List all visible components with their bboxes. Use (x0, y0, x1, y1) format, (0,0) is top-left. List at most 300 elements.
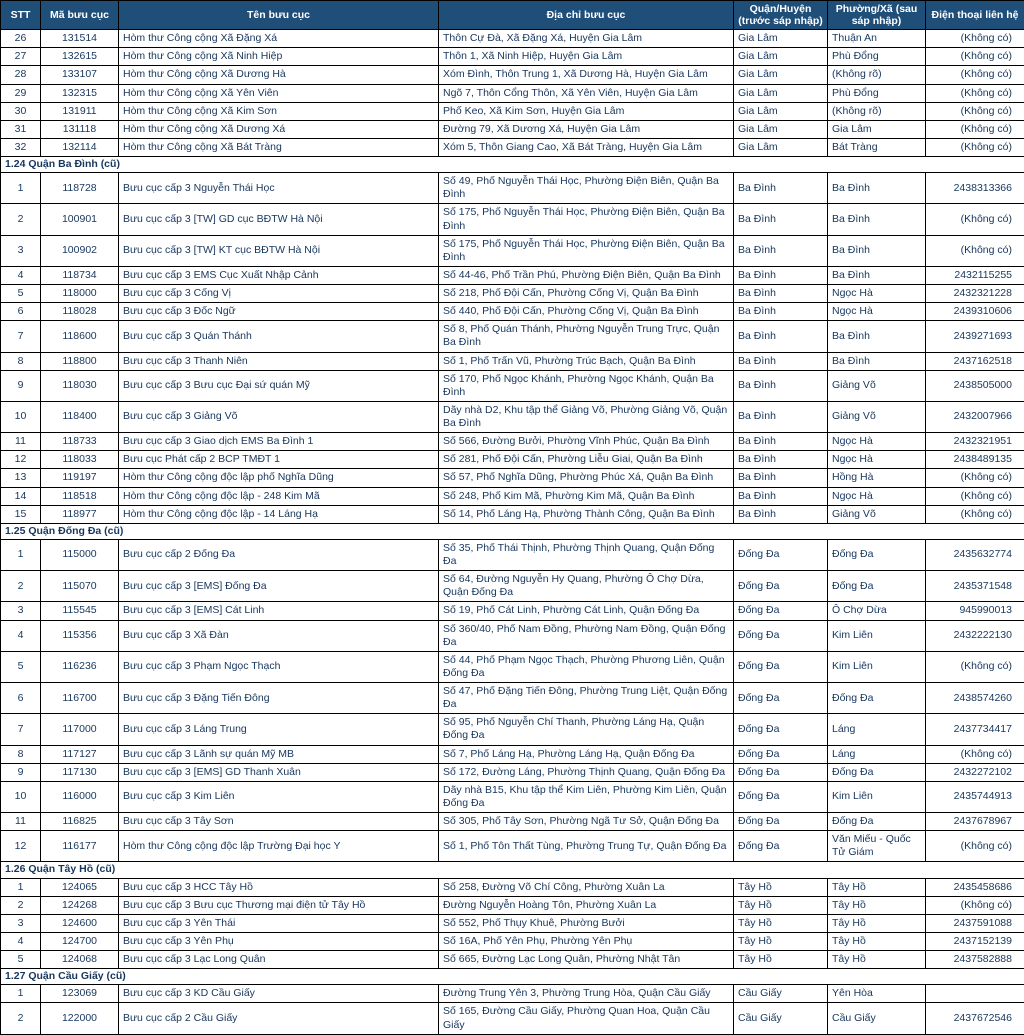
cell-district: Ba Đình (734, 204, 828, 235)
cell-phone: 2438313366 (926, 173, 1024, 204)
cell-phone: 945990013 (926, 602, 1024, 620)
cell-code: 115356 (41, 620, 119, 651)
cell-code: 117127 (41, 745, 119, 763)
cell-ward: Ba Đình (828, 173, 926, 204)
cell-district: Tây Hồ (734, 896, 828, 914)
cell-ward: Tây Hồ (828, 896, 926, 914)
cell-address: Đường Trung Yên 3, Phường Trung Hòa, Quận Cầu Giấy (439, 985, 734, 1003)
cell-stt: 11 (1, 813, 41, 831)
cell-name: Hòm thư Công cộng độc lập phố Nghĩa Dũng (119, 469, 439, 487)
cell-stt: 6 (1, 303, 41, 321)
cell-address: Số 248, Phố Kim Mã, Phường Kim Mã, Quận Ba Đình (439, 487, 734, 505)
cell-phone: (Không có) (926, 48, 1024, 66)
cell-district: Ba Đình (734, 303, 828, 321)
cell-ward: Giảng Võ (828, 401, 926, 432)
cell-ward: (Không rõ) (828, 66, 926, 84)
cell-ward: Ngọc Hà (828, 303, 926, 321)
cell-ward: Tây Hồ (828, 878, 926, 896)
table-row (1, 571, 1024, 602)
cell-code: 118977 (41, 505, 119, 523)
cell-code: 118800 (41, 352, 119, 370)
table-row (1, 831, 1024, 862)
cell-code: 124068 (41, 951, 119, 969)
cell-address: Thôn 1, Xã Ninh Hiệp, Huyện Gia Lâm (439, 48, 734, 66)
cell-code: 122000 (41, 1003, 119, 1034)
cell-ward: Hồng Hà (828, 469, 926, 487)
column-header-phone: Điện thoại liên hệ (926, 1, 1024, 30)
cell-name: Bưu cục Phát cấp 2 BCP TMĐT 1 (119, 451, 439, 469)
table-row (1, 285, 1024, 303)
cell-stt: 7 (1, 321, 41, 352)
cell-name: Bưu cục cấp 3 Xã Đàn (119, 620, 439, 651)
cell-name: Hòm thư Công cộng Xã Ninh Hiệp (119, 48, 439, 66)
cell-address: Xóm 5, Thôn Giang Cao, Xã Bát Tràng, Huyện Gia Lâm (439, 138, 734, 156)
cell-name: Bưu cục cấp 3 Cống Vị (119, 285, 439, 303)
cell-name: Hòm thư Công cộng Xã Đặng Xá (119, 30, 439, 48)
table-row (1, 469, 1024, 487)
cell-district: Đống Đa (734, 620, 828, 651)
cell-name: Bưu cục cấp 3 [EMS] Đống Đa (119, 571, 439, 602)
table-row (1, 1003, 1024, 1034)
cell-code: 115000 (41, 539, 119, 570)
cell-phone (926, 985, 1024, 1003)
cell-ward: Phù Đổng (828, 84, 926, 102)
cell-stt: 1 (1, 878, 41, 896)
cell-stt: 2 (1, 1003, 41, 1034)
cell-address: Số 47, Phố Đặng Tiến Đông, Phường Trung Liệt, Quận Đống Đa (439, 683, 734, 714)
cell-district: Ba Đình (734, 321, 828, 352)
cell-phone: 2432222130 (926, 620, 1024, 651)
cell-code: 124268 (41, 896, 119, 914)
table-row (1, 102, 1024, 120)
cell-address: Số 44-46, Phố Trần Phú, Phường Điện Biên, Quận Ba Đình (439, 266, 734, 284)
table-row (1, 781, 1024, 812)
cell-address: Thôn Cự Đà, Xã Đặng Xá, Huyện Gia Lâm (439, 30, 734, 48)
table-row (1, 878, 1024, 896)
cell-code: 115545 (41, 602, 119, 620)
cell-name: Bưu cục cấp 3 Giao dịch EMS Ba Đình 1 (119, 433, 439, 451)
cell-ward: Giảng Võ (828, 505, 926, 523)
cell-stt: 9 (1, 763, 41, 781)
section-title: 1.26 Quận Tây Hồ (cũ) (1, 862, 1024, 878)
cell-address: Số 49, Phố Nguyễn Thái Học, Phường Điện Biên, Quận Ba Đình (439, 173, 734, 204)
cell-stt: 2 (1, 896, 41, 914)
cell-stt: 4 (1, 266, 41, 284)
cell-stt: 7 (1, 714, 41, 745)
cell-address: Số 44, Phố Phạm Ngọc Thạch, Phường Phương Liên, Quận Đống Đa (439, 651, 734, 682)
cell-phone: 2437678967 (926, 813, 1024, 831)
cell-name: Bưu cục cấp 3 Yên Phụ (119, 932, 439, 950)
table-row (1, 620, 1024, 651)
cell-code: 118733 (41, 433, 119, 451)
column-header-ward: Phường/Xã (sau sáp nhập) (828, 1, 926, 30)
cell-district: Gia Lâm (734, 138, 828, 156)
cell-phone: 2439310606 (926, 303, 1024, 321)
cell-code: 118033 (41, 451, 119, 469)
cell-ward: Ba Đình (828, 204, 926, 235)
table-row (1, 505, 1024, 523)
cell-stt: 30 (1, 102, 41, 120)
cell-phone: 2438574260 (926, 683, 1024, 714)
cell-district: Đống Đa (734, 831, 828, 862)
cell-address: Số 35, Phố Thái Thịnh, Phường Thịnh Quang, Quận Đống Đa (439, 539, 734, 570)
cell-name: Hòm thư Công cộng độc lập Trường Đại học Y (119, 831, 439, 862)
cell-name: Bưu cục cấp 3 Tây Sơn (119, 813, 439, 831)
cell-stt: 13 (1, 469, 41, 487)
cell-district: Tây Hồ (734, 878, 828, 896)
table-row (1, 602, 1024, 620)
cell-phone: 2432321951 (926, 433, 1024, 451)
section-row (1, 862, 1024, 878)
cell-address: Số 440, Phố Đội Cấn, Phường Cống Vị, Quận Ba Đình (439, 303, 734, 321)
cell-stt: 12 (1, 451, 41, 469)
cell-address: Số 305, Phố Tây Sơn, Phường Ngã Tư Sở, Quận Đống Đa (439, 813, 734, 831)
cell-district: Đống Đa (734, 714, 828, 745)
cell-code: 116700 (41, 683, 119, 714)
cell-code: 118600 (41, 321, 119, 352)
cell-address: Số 64, Đường Nguyễn Hy Quang, Phường Ô Chợ Dừa, Quận Đống Đa (439, 571, 734, 602)
cell-address: Số 552, Phố Thụy Khuê, Phường Bưởi (439, 914, 734, 932)
cell-district: Ba Đình (734, 266, 828, 284)
cell-district: Đống Đa (734, 683, 828, 714)
cell-district: Ba Đình (734, 469, 828, 487)
cell-name: Hòm thư Công cộng độc lập - 248 Kim Mã (119, 487, 439, 505)
cell-stt: 28 (1, 66, 41, 84)
cell-code: 124065 (41, 878, 119, 896)
cell-phone: 2437672546 (926, 1003, 1024, 1034)
table-row (1, 487, 1024, 505)
cell-district: Gia Lâm (734, 66, 828, 84)
cell-district: Ba Đình (734, 235, 828, 266)
table-row (1, 985, 1024, 1003)
cell-phone: (Không có) (926, 896, 1024, 914)
cell-address: Số 175, Phố Nguyễn Thái Học, Phường Điện Biên, Quận Ba Đình (439, 235, 734, 266)
cell-ward: Đống Đa (828, 571, 926, 602)
table-row (1, 714, 1024, 745)
cell-address: Số 57, Phố Nghĩa Dũng, Phường Phúc Xá, Quận Ba Đình (439, 469, 734, 487)
table-row (1, 745, 1024, 763)
cell-ward: Đống Đa (828, 763, 926, 781)
cell-name: Bưu cục cấp 3 [TW] KT cục BĐTW Hà Nội (119, 235, 439, 266)
cell-district: Gia Lâm (734, 84, 828, 102)
cell-stt: 8 (1, 745, 41, 763)
cell-code: 131514 (41, 30, 119, 48)
cell-phone: (Không có) (926, 66, 1024, 84)
cell-name: Bưu cục cấp 3 Quán Thánh (119, 321, 439, 352)
cell-code: 132114 (41, 138, 119, 156)
table-row (1, 651, 1024, 682)
cell-name: Bưu cục cấp 3 Thanh Niên (119, 352, 439, 370)
table-row (1, 235, 1024, 266)
cell-stt: 11 (1, 433, 41, 451)
cell-code: 100901 (41, 204, 119, 235)
cell-name: Bưu cục cấp 3 HCC Tây Hồ (119, 878, 439, 896)
cell-district: Tây Hồ (734, 951, 828, 969)
cell-ward: Phù Đổng (828, 48, 926, 66)
cell-stt: 3 (1, 914, 41, 932)
cell-code: 133107 (41, 66, 119, 84)
cell-stt: 3 (1, 235, 41, 266)
cell-stt: 31 (1, 120, 41, 138)
cell-address: Số 19, Phố Cát Linh, Phường Cát Linh, Quận Đống Đa (439, 602, 734, 620)
cell-phone: (Không có) (926, 831, 1024, 862)
cell-ward: Kim Liên (828, 620, 926, 651)
cell-code: 118000 (41, 285, 119, 303)
cell-stt: 14 (1, 487, 41, 505)
table-row (1, 433, 1024, 451)
column-header-code: Mã bưu cục (41, 1, 119, 30)
cell-phone: 2432115255 (926, 266, 1024, 284)
cell-code: 118030 (41, 370, 119, 401)
table-row (1, 30, 1024, 48)
cell-phone: (Không có) (926, 651, 1024, 682)
cell-name: Bưu cục cấp 2 Đống Đa (119, 539, 439, 570)
cell-code: 118028 (41, 303, 119, 321)
cell-ward: Kim Liên (828, 781, 926, 812)
cell-code: 124600 (41, 914, 119, 932)
table-row (1, 303, 1024, 321)
table-row (1, 352, 1024, 370)
cell-address: Số 218, Phố Đội Cấn, Phường Cống Vị, Quận Ba Đình (439, 285, 734, 303)
cell-address: Dãy nhà B15, Khu tập thể Kim Liên, Phường Kim Liên, Quận Đống Đa (439, 781, 734, 812)
cell-code: 119197 (41, 469, 119, 487)
section-title: 1.25 Quận Đống Đa (cũ) (1, 523, 1024, 539)
cell-district: Đống Đa (734, 571, 828, 602)
cell-stt: 32 (1, 138, 41, 156)
cell-name: Hòm thư Công cộng độc lập - 14 Láng Hạ (119, 505, 439, 523)
cell-stt: 9 (1, 370, 41, 401)
table-row (1, 401, 1024, 432)
cell-code: 116177 (41, 831, 119, 862)
cell-district: Ba Đình (734, 401, 828, 432)
cell-address: Đường Nguyễn Hoàng Tôn, Phường Xuân La (439, 896, 734, 914)
cell-district: Ba Đình (734, 487, 828, 505)
cell-stt: 1 (1, 985, 41, 1003)
cell-ward: Tây Hồ (828, 932, 926, 950)
cell-district: Gia Lâm (734, 30, 828, 48)
cell-district: Đống Đa (734, 813, 828, 831)
table-row (1, 914, 1024, 932)
cell-name: Bưu cục cấp 2 Cầu Giấy (119, 1003, 439, 1034)
cell-address: Số 8, Phố Quán Thánh, Phường Nguyễn Trung Trực, Quận Ba Đình (439, 321, 734, 352)
table-row (1, 173, 1024, 204)
cell-phone: 2432007966 (926, 401, 1024, 432)
cell-phone: (Không có) (926, 204, 1024, 235)
cell-ward: Kim Liên (828, 651, 926, 682)
cell-address: Số 170, Phố Ngọc Khánh, Phường Ngọc Khánh, Quận Ba Đình (439, 370, 734, 401)
cell-ward: Văn Miếu - Quốc Tử Giám (828, 831, 926, 862)
table-row (1, 66, 1024, 84)
cell-stt: 4 (1, 620, 41, 651)
cell-address: Dãy nhà D2, Khu tập thể Giảng Võ, Phường Giảng Võ, Quận Ba Đình (439, 401, 734, 432)
cell-ward: Đống Đa (828, 683, 926, 714)
cell-district: Đống Đa (734, 745, 828, 763)
cell-phone: 2437152139 (926, 932, 1024, 950)
cell-district: Gia Lâm (734, 120, 828, 138)
cell-ward: Ngọc Hà (828, 487, 926, 505)
cell-phone: 2439271693 (926, 321, 1024, 352)
cell-name: Bưu cục cấp 3 Lãnh sự quán Mỹ MB (119, 745, 439, 763)
column-header-stt: STT (1, 1, 41, 30)
cell-address: Số 16A, Phố Yên Phụ, Phường Yên Phụ (439, 932, 734, 950)
cell-code: 115070 (41, 571, 119, 602)
cell-ward: Ba Đình (828, 266, 926, 284)
cell-code: 116825 (41, 813, 119, 831)
cell-stt: 10 (1, 781, 41, 812)
cell-address: Số 1, Phố Tôn Thất Tùng, Phường Trung Tự, Quận Đống Đa (439, 831, 734, 862)
cell-district: Ba Đình (734, 505, 828, 523)
cell-phone: 2438505000 (926, 370, 1024, 401)
cell-stt: 3 (1, 602, 41, 620)
cell-name: Hòm thư Công cộng Xã Kim Sơn (119, 102, 439, 120)
cell-address: Số 172, Đường Láng, Phường Thịnh Quang, Quận Đống Đa (439, 763, 734, 781)
cell-address: Số 95, Phố Nguyễn Chí Thanh, Phường Láng Hạ, Quận Đống Đa (439, 714, 734, 745)
cell-ward: Đống Đa (828, 539, 926, 570)
cell-name: Hòm thư Công cộng Xã Bát Tràng (119, 138, 439, 156)
cell-phone: 2435744913 (926, 781, 1024, 812)
cell-stt: 5 (1, 651, 41, 682)
cell-phone: 2437162518 (926, 352, 1024, 370)
cell-code: 132615 (41, 48, 119, 66)
cell-name: Bưu cục cấp 3 Lạc Long Quân (119, 951, 439, 969)
cell-district: Gia Lâm (734, 48, 828, 66)
cell-code: 118400 (41, 401, 119, 432)
cell-stt: 1 (1, 173, 41, 204)
cell-address: Số 165, Đường Cầu Giấy, Phường Quan Hoa, Quận Cầu Giấy (439, 1003, 734, 1034)
table-body (1, 30, 1024, 1035)
section-row (1, 969, 1024, 985)
cell-phone: 2438489135 (926, 451, 1024, 469)
cell-district: Đống Đa (734, 781, 828, 812)
cell-ward: Bát Tràng (828, 138, 926, 156)
cell-phone: (Không có) (926, 30, 1024, 48)
cell-code: 117000 (41, 714, 119, 745)
cell-ward: Ô Chợ Dừa (828, 602, 926, 620)
table-row (1, 451, 1024, 469)
cell-phone: 2435371548 (926, 571, 1024, 602)
table-row (1, 951, 1024, 969)
table-row (1, 120, 1024, 138)
cell-stt: 5 (1, 285, 41, 303)
table-header (1, 1, 1024, 30)
cell-name: Bưu cục cấp 3 Nguyễn Thái Học (119, 173, 439, 204)
cell-phone: 2437734417 (926, 714, 1024, 745)
cell-code: 132315 (41, 84, 119, 102)
cell-name: Bưu cục cấp 3 KD Cầu Giấy (119, 985, 439, 1003)
cell-address: Số 281, Phố Đội Cấn, Phường Liễu Giai, Quận Ba Đình (439, 451, 734, 469)
cell-stt: 4 (1, 932, 41, 950)
section-row (1, 157, 1024, 173)
cell-name: Bưu cục cấp 3 Yên Thái (119, 914, 439, 932)
cell-ward: Cầu Giấy (828, 1003, 926, 1034)
cell-district: Gia Lâm (734, 102, 828, 120)
cell-code: 100902 (41, 235, 119, 266)
cell-stt: 5 (1, 951, 41, 969)
table-row (1, 84, 1024, 102)
table-row (1, 896, 1024, 914)
cell-phone: (Không có) (926, 138, 1024, 156)
cell-code: 117130 (41, 763, 119, 781)
cell-stt: 1 (1, 539, 41, 570)
cell-name: Bưu cục cấp 3 Kim Liên (119, 781, 439, 812)
cell-code: 131911 (41, 102, 119, 120)
cell-stt: 6 (1, 683, 41, 714)
header-row (1, 1, 1024, 30)
cell-district: Tây Hồ (734, 914, 828, 932)
cell-ward: Thuận An (828, 30, 926, 48)
cell-name: Hòm thư Công cộng Xã Dương Xá (119, 120, 439, 138)
cell-name: Bưu cục cấp 3 [EMS] Cát Linh (119, 602, 439, 620)
cell-ward: Đống Đa (828, 813, 926, 831)
cell-ward: Láng (828, 714, 926, 745)
cell-stt: 2 (1, 204, 41, 235)
cell-stt: 29 (1, 84, 41, 102)
cell-name: Hòm thư Công cộng Xã Dương Hà (119, 66, 439, 84)
cell-address: Đường 79, Xã Dương Xá, Huyện Gia Lâm (439, 120, 734, 138)
cell-name: Bưu cục cấp 3 Bưu cục Thương mại điện tử Tây Hồ (119, 896, 439, 914)
cell-name: Bưu cục cấp 3 Giảng Võ (119, 401, 439, 432)
cell-stt: 26 (1, 30, 41, 48)
cell-address: Số 360/40, Phố Nam Đồng, Phường Nam Đồng, Quận Đống Đa (439, 620, 734, 651)
cell-ward: Giảng Võ (828, 370, 926, 401)
section-row (1, 523, 1024, 539)
section-title: 1.24 Quận Ba Đình (cũ) (1, 157, 1024, 173)
cell-district: Ba Đình (734, 433, 828, 451)
cell-phone: 2432321228 (926, 285, 1024, 303)
column-header-name: Tên bưu cục (119, 1, 439, 30)
cell-name: Bưu cục cấp 3 Láng Trung (119, 714, 439, 745)
cell-address: Số 14, Phố Láng Hạ, Phường Thành Công, Quận Ba Đình (439, 505, 734, 523)
cell-district: Ba Đình (734, 370, 828, 401)
cell-ward: Ngọc Hà (828, 433, 926, 451)
cell-stt: 27 (1, 48, 41, 66)
cell-address: Số 1, Phố Trấn Vũ, Phường Trúc Bạch, Quận Ba Đình (439, 352, 734, 370)
table-row (1, 204, 1024, 235)
cell-name: Bưu cục cấp 3 [TW] GD cục BĐTW Hà Nội (119, 204, 439, 235)
cell-address: Phố Keo, Xã Kim Sơn, Huyện Gia Lâm (439, 102, 734, 120)
cell-ward: Ba Đình (828, 352, 926, 370)
cell-address: Ngõ 7, Thôn Cổng Thôn, Xã Yên Viên, Huyện Gia Lâm (439, 84, 734, 102)
cell-ward: (Không rõ) (828, 102, 926, 120)
cell-phone: (Không có) (926, 745, 1024, 763)
cell-address: Số 566, Đường Bưởi, Phường Vĩnh Phúc, Quận Ba Đình (439, 433, 734, 451)
cell-district: Đống Đa (734, 539, 828, 570)
cell-district: Đống Đa (734, 763, 828, 781)
cell-stt: 15 (1, 505, 41, 523)
cell-ward: Ba Đình (828, 235, 926, 266)
column-header-district: Quận/Huyện (trước sáp nhập) (734, 1, 828, 30)
cell-ward: Ngọc Hà (828, 451, 926, 469)
cell-phone: 2437582888 (926, 951, 1024, 969)
column-header-address: Địa chỉ bưu cục (439, 1, 734, 30)
cell-code: 116000 (41, 781, 119, 812)
cell-district: Đống Đa (734, 651, 828, 682)
cell-name: Bưu cục cấp 3 Đặng Tiến Đông (119, 683, 439, 714)
cell-ward: Yên Hòa (828, 985, 926, 1003)
table-row (1, 48, 1024, 66)
cell-phone: 2435458686 (926, 878, 1024, 896)
table-row (1, 813, 1024, 831)
cell-name: Hòm thư Công cộng Xã Yên Viên (119, 84, 439, 102)
cell-phone: (Không có) (926, 505, 1024, 523)
cell-name: Bưu cục cấp 3 EMS Cục Xuất Nhập Cảnh (119, 266, 439, 284)
cell-name: Bưu cục cấp 3 [EMS] GD Thanh Xuân (119, 763, 439, 781)
cell-ward: Láng (828, 745, 926, 763)
cell-code: 131118 (41, 120, 119, 138)
cell-district: Ba Đình (734, 173, 828, 204)
cell-phone: (Không có) (926, 84, 1024, 102)
cell-ward: Tây Hồ (828, 914, 926, 932)
